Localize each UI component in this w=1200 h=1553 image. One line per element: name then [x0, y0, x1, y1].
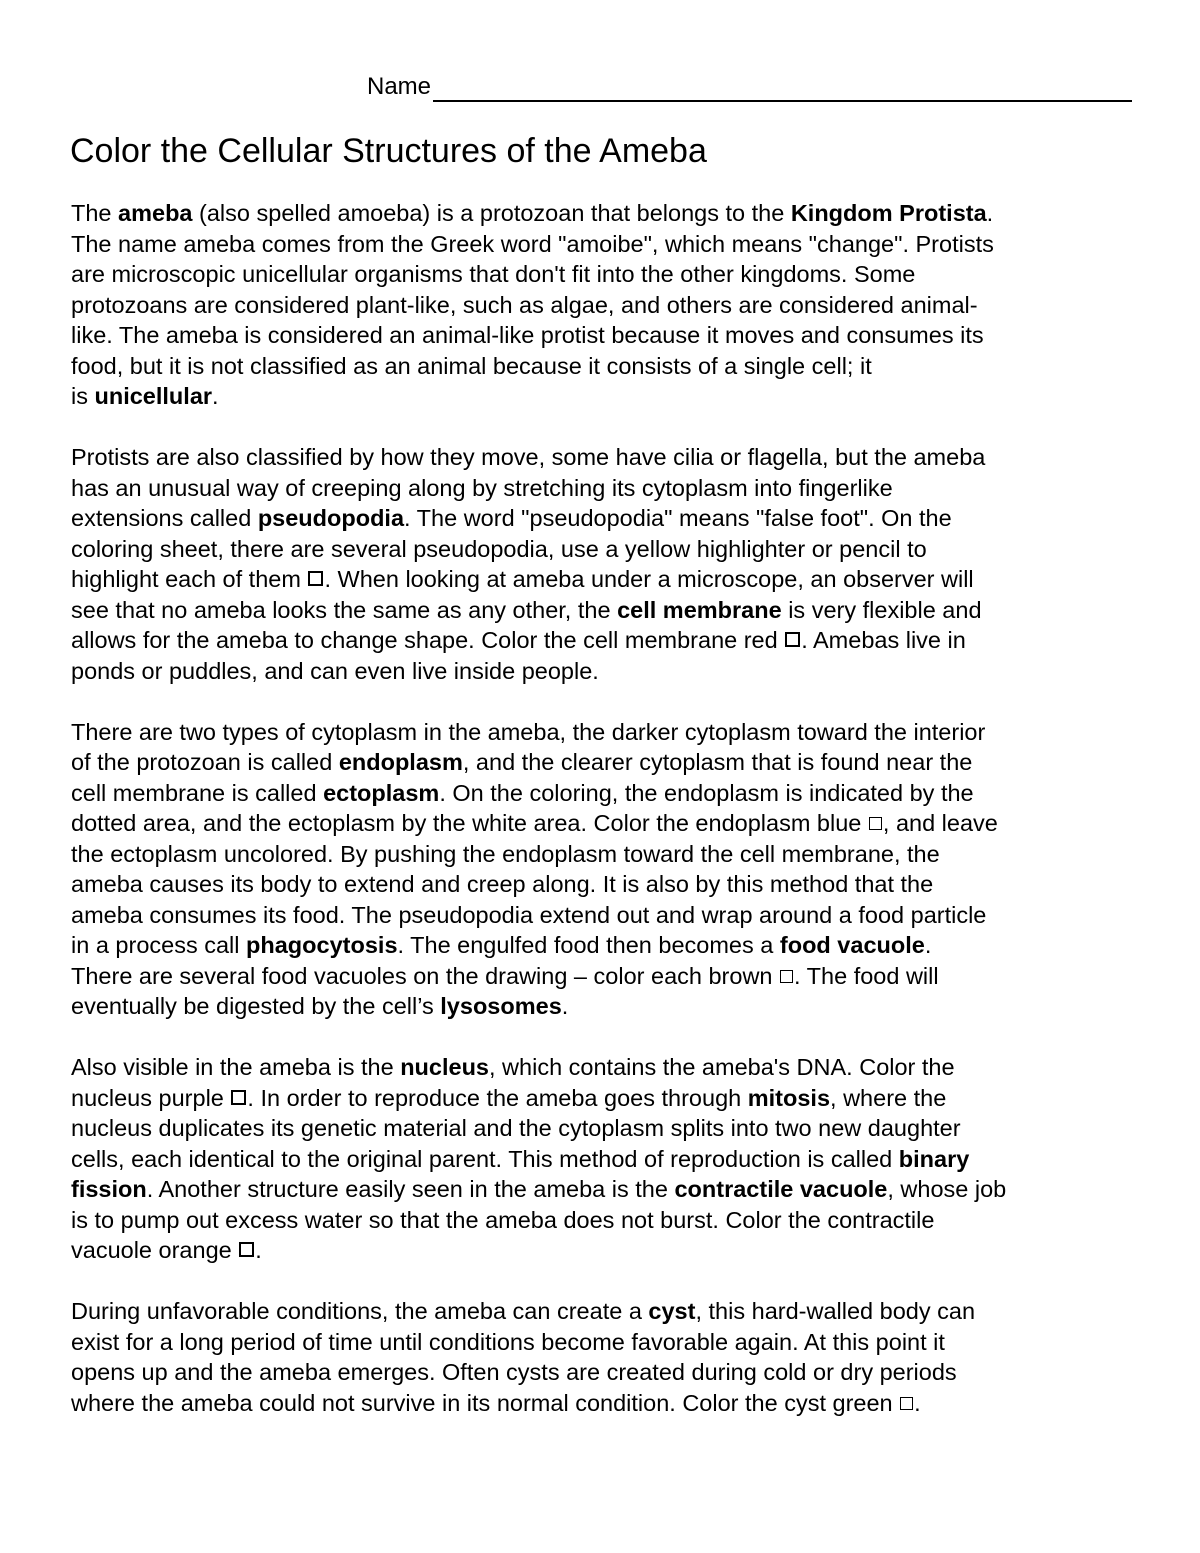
text-line: dotted area, and the ectoplasm by the white area. Color the endoplasm blue , and leave	[71, 810, 998, 836]
term-lysosomes: lysosomes	[440, 993, 562, 1019]
blue-color-checkbox[interactable]	[869, 817, 882, 830]
green-color-checkbox[interactable]	[900, 1397, 913, 1410]
term-nucleus: nucleus	[400, 1054, 489, 1080]
text-line: exist for a long period of time until conditions become favorable again. At this point it	[71, 1328, 945, 1355]
text-line: in a process call phagocytosis. The engulfed food then becomes a food vacuole.	[71, 932, 932, 958]
paragraph-cytoplasm	[71, 717, 1133, 1022]
text-line: ameba causes its body to extend and creep along. It is also by this method that the	[71, 871, 934, 897]
text-line: opens up and the ameba emerges. Often cysts are created during cold or dry periods	[71, 1359, 957, 1385]
text-line: highlight each of them . When looking at ameba under a microscope, an observer will	[71, 566, 974, 592]
text-line: has an unusual way of creeping along by stretching its cytoplasm into fingerlike	[71, 474, 893, 501]
text-line: food, but it is not classified as an animal because it consists of a single cell; it	[71, 352, 872, 379]
text-line: eventually be digested by the cell’s lysosomes.	[71, 993, 569, 1019]
term-phagocytosis: phagocytosis	[246, 932, 398, 958]
term-contractile-vacuole: contractile vacuole	[674, 1176, 888, 1202]
text-line: where the ameba could not survive in its normal condition. Color the cyst green .	[71, 1389, 921, 1416]
text-line: is to pump out excess water so that the ameba does not burst. Color the contractile	[71, 1206, 935, 1233]
term-kingdom-protista: Kingdom Protista	[790, 200, 987, 226]
orange-color-checkbox[interactable]	[239, 1242, 254, 1257]
term-unicellular: unicellular	[94, 383, 213, 409]
text-line: are microscopic unicellular organisms that don't fit into the other kingdoms. Some	[71, 261, 916, 287]
paragraph-movement	[71, 442, 1133, 686]
text-line: Protists are also classified by how they move, some have cilia or flagella, but the ameba	[71, 444, 986, 470]
text-line: Also visible in the ameba is the nucleus, which contains the ameba's DNA. Color the	[71, 1054, 955, 1080]
page-title: Color the Cellular Structures of the Ameba	[70, 132, 707, 170]
text-line: vacuole orange .	[71, 1237, 262, 1263]
text-line: protozoans are considered plant-like, such as algae, and others are considered animal-	[71, 291, 978, 318]
text-line: There are two types of cytoplasm in the ameba, the darker cytoplasm toward the interior	[71, 718, 986, 745]
paragraph-nucleus	[71, 1052, 1133, 1266]
body-text	[71, 198, 1133, 1418]
paragraph-cyst	[71, 1296, 1133, 1418]
term-cell-membrane: cell membrane	[617, 596, 782, 623]
brown-color-checkbox[interactable]	[780, 970, 793, 983]
term-food-vacuole: food vacuole	[779, 932, 925, 958]
name-underline[interactable]	[433, 76, 1132, 102]
text-line: cell membrane is called ectoplasm. On the coloring, the endoplasm is indicated by the	[71, 779, 974, 806]
text-line: of the protozoan is called endoplasm, and the clearer cytoplasm that is found near the	[71, 749, 973, 775]
text-line: nucleus purple . In order to reproduce the ameba goes through mitosis, where the	[71, 1084, 947, 1111]
term-pseudopodia: pseudopodia	[257, 505, 405, 531]
text-line: cells, each identical to the original parent. This method of reproduction is called binary	[71, 1145, 970, 1172]
yellow-color-checkbox[interactable]	[308, 571, 323, 586]
term-fission: fission	[71, 1176, 147, 1202]
text-line: The name ameba comes from the Greek word "amoibe", which means "change". Protists	[71, 230, 994, 257]
text-line: like. The ameba is considered an animal-like protist because it moves and consumes its	[71, 322, 984, 348]
text-line: coloring sheet, there are several pseudopodia, use a yellow highlighter or pencil to	[71, 535, 927, 562]
text-line: is unicellular.	[71, 383, 219, 409]
text-line: ponds or puddles, and can even live inside people.	[71, 657, 599, 684]
paragraph-intro	[71, 198, 1133, 412]
term-endoplasm: endoplasm	[338, 749, 463, 775]
term-binary: binary	[898, 1145, 970, 1172]
term-mitosis: mitosis	[747, 1084, 831, 1111]
text-line: fission. Another structure easily seen in the ameba is the contractile vacuole, whose job	[71, 1176, 1007, 1202]
term-cyst: cyst	[648, 1298, 696, 1324]
text-line: There are several food vacuoles on the drawing – color each brown . The food will	[71, 962, 939, 989]
term-ectoplasm: ectoplasm	[323, 779, 440, 806]
name-label: Name	[367, 73, 432, 100]
purple-color-checkbox[interactable]	[231, 1090, 246, 1105]
text-line: The ameba (also spelled amoeba) is a protozoan that belongs to the Kingdom Protista.	[71, 200, 994, 226]
term-ameba: ameba	[118, 200, 193, 226]
name-field[interactable]	[367, 72, 1132, 102]
text-line: the ectoplasm uncolored. By pushing the endoplasm toward the cell membrane, the	[71, 840, 940, 867]
red-color-checkbox[interactable]	[785, 632, 800, 647]
text-line: nucleus duplicates its genetic material and the cytoplasm splits into two new daughter	[71, 1115, 961, 1141]
text-line: During unfavorable conditions, the ameba can create a cyst, this hard-walled body can	[71, 1298, 976, 1324]
text-line: allows for the ameba to change shape. Color the cell membrane red . Amebas live in	[71, 627, 966, 653]
text-line: extensions called pseudopodia. The word "pseudopodia" means "false foot". On the	[71, 505, 952, 531]
text-line: ameba consumes its food. The pseudopodia extend out and wrap around a food particle	[71, 901, 987, 928]
text-line: see that no ameba looks the same as any other, the cell membrane is very flexible and	[71, 596, 982, 623]
